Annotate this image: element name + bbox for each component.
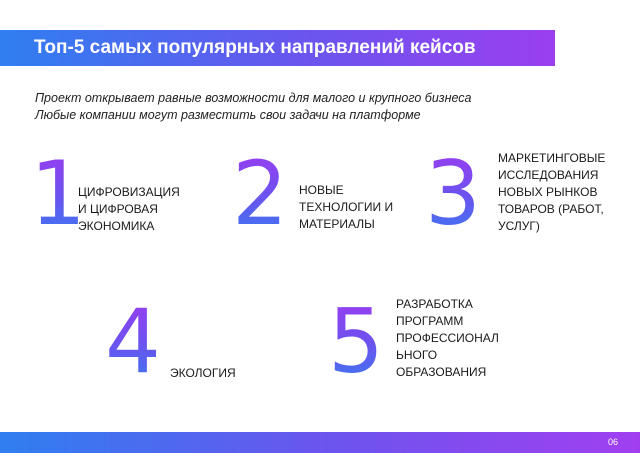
item-2-number: 2 — [232, 142, 288, 245]
item-2-label-line: НОВЫЕ — [299, 183, 344, 197]
item-3-label-line: МАРКЕТИНГОВЫЕ — [498, 151, 606, 165]
item-3-label-line: НОВЫХ РЫНКОВ — [498, 185, 598, 199]
item-5-label — [396, 296, 499, 381]
slide-title: Топ-5 самых популярных направлений кейсов — [0, 30, 555, 66]
item-3-label-line: УСЛУГ) — [498, 219, 540, 233]
footer-bar — [0, 432, 640, 453]
item-1-label-line: ЦИФРОВИЗАЦИЯ — [78, 185, 180, 199]
subtitle-line: Любые компании могут разместить свои задачи на платформе — [35, 108, 421, 122]
item-2-label-line: ТЕХНОЛОГИИ И — [299, 200, 394, 214]
item-5-label-line: РАЗРАБОТКА — [396, 297, 473, 311]
item-4-number: 4 — [105, 290, 161, 393]
item-5-number: 5 — [328, 290, 384, 393]
item-2-label — [299, 182, 393, 233]
item-5-label-line: ОБРАЗОВАНИЯ — [396, 365, 487, 379]
item-1-label-line: И ЦИФРОВАЯ — [78, 202, 158, 216]
item-3-label — [498, 150, 605, 235]
item-5-label-line: ПРОГРАММ — [396, 314, 464, 328]
item-5-label-line: ЬНОГО — [396, 348, 438, 362]
item-3-number: 3 — [425, 142, 481, 245]
page-number: 06 — [607, 437, 618, 447]
item-3-label-line: ИССЛЕДОВАНИЯ — [498, 168, 599, 182]
item-5-label-line: ПРОФЕССИОНАЛ — [396, 331, 499, 345]
subtitle-line: Проект открывает равные возможности для малого и крупного бизнеса — [35, 91, 472, 105]
item-3-label-line: ТОВАРОВ (РАБОТ, — [498, 202, 604, 216]
item-4-label — [170, 365, 236, 382]
item-1-label — [78, 184, 180, 235]
item-1-number: 1 — [30, 142, 86, 245]
item-2-label-line: МАТЕРИАЛЫ — [299, 217, 375, 231]
subtitle — [35, 90, 595, 124]
item-1-label-line: ЭКОНОМИКА — [78, 219, 155, 233]
item-4-label-line: ЭКОЛОГИЯ — [170, 366, 236, 380]
